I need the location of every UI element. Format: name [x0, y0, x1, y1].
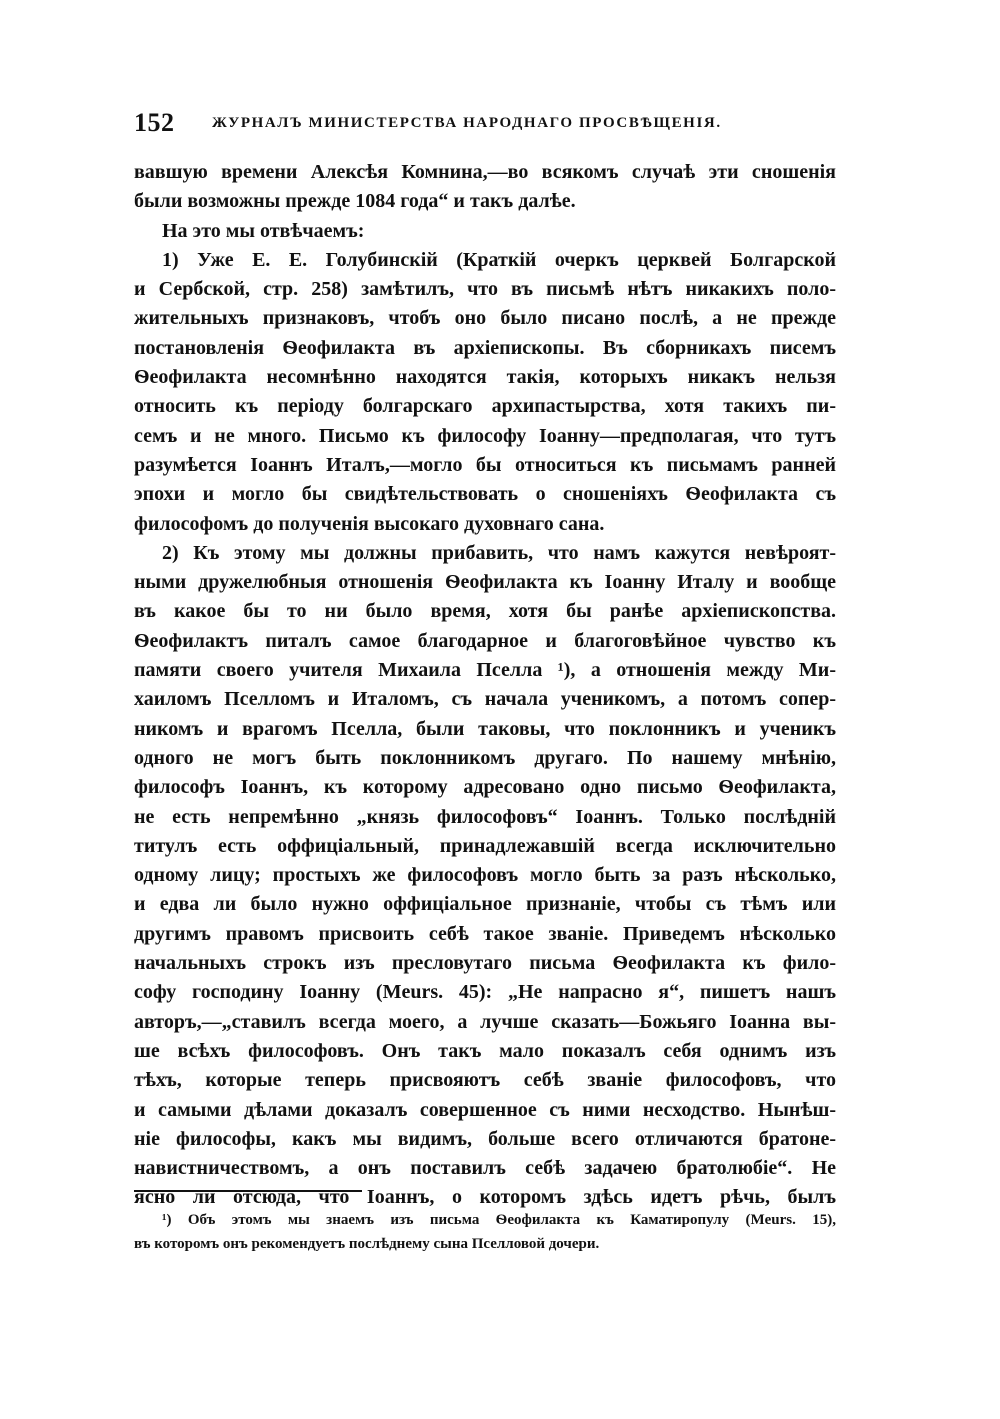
footnote — [134, 1208, 836, 1256]
running-title: ЖУРНАЛЪ МИНИСТЕРСТВА НАРОДНАГО ПРОСВѢЩЕНІЯ. — [212, 115, 722, 131]
text-line: эпохи и могло бы свидѣтельствовать о сношеніяхъ Ѳеофилакта съ — [134, 483, 836, 506]
body-text — [134, 158, 836, 1213]
footnote-line: ¹) Объ этомъ мы знаемъ изъ письма Ѳеофилакта къ Каматиропулу (Meurs. 15), — [162, 1212, 836, 1228]
text-line: и Сербской, стр. 258) замѣтилъ, что въ письмѣ нѣтъ никакихъ поло- — [134, 278, 836, 301]
text-line: постановленія Ѳеофилакта въ архіепископы. Въ сборникахъ писемъ — [134, 336, 836, 359]
text-line: На это мы отвѣчаемъ: — [162, 219, 365, 242]
text-line: навистничествомъ, а онъ поставилъ себѣ задачею братолюбіе“. Не — [134, 1157, 836, 1180]
text-line: тѣхъ, которые теперь присвояютъ себѣ званіе философовъ, что — [134, 1069, 836, 1092]
text-line: ными дружелюбныя отношенія Ѳеофилакта къ Іоанну Италу и вообще — [134, 571, 836, 594]
text-line: софу господину Іоанну (Meurs. 45): „Не напрасно я“, пишетъ нашъ — [134, 981, 836, 1004]
text-line: въ какое бы то ни было время, хотя бы ранѣе архіепископства. — [134, 600, 836, 623]
text-line: не есть непремѣнно „князь философовъ“ Іоаннъ. Только послѣдній — [134, 805, 836, 828]
text-line: и едва ли было нужно оффиціальное признаніе, чтобы съ тѣмъ или — [134, 893, 836, 916]
text-line: философомъ до полученія высокаго духовнаго сана. — [134, 512, 605, 535]
text-line: 1) Уже Е. Е. Голубинскій (Краткій очеркъ церквей Болгарской — [162, 248, 836, 271]
text-line: памяти своего учителя Михаила Пселла ¹), а отношенія между Ми- — [134, 659, 836, 682]
text-line: никомъ и врагомъ Пселла, были таковы, что поклонникъ и ученикъ — [134, 717, 836, 740]
text-line: начальныхъ строкъ изъ пресловутаго письма Ѳеофилакта къ фило- — [134, 952, 836, 975]
text-line: ніе философы, какъ мы видимъ, больше всего отличаются братоне- — [134, 1127, 836, 1150]
text-line: и самыми дѣлами доказалъ совершенное съ ними несходство. Нынѣш- — [134, 1098, 836, 1121]
text-line: относить къ періоду болгарскаго архипастырства, хотя такихъ пи- — [134, 395, 836, 418]
text-line: ше всѣхъ философовъ. Онъ такъ мало показалъ себя однимъ изъ — [134, 1039, 836, 1062]
text-line: были возможны прежде 1084 года“ и такъ далѣе. — [134, 190, 576, 213]
text-line: разумѣется Іоаннъ Италъ,—могло бы относиться къ письмамъ ранней — [134, 453, 836, 476]
text-line: ясно ли отсюда, что Іоаннъ, о которомъ здѣсь идетъ рѣчь, былъ — [134, 1186, 836, 1209]
text-line: Ѳеофилактъ питалъ самое благодарное и благоговѣйное чувство къ — [134, 629, 836, 652]
text-line: авторъ,—„ставилъ всегда моего, а лучше сказать—Божьяго Іоанна вы- — [134, 1010, 836, 1033]
footnote-line: въ которомъ онъ рекомендуетъ послѣднему сына Пселловой дочери. — [134, 1236, 600, 1252]
page-header — [134, 108, 854, 138]
footnote-divider — [134, 1190, 362, 1192]
text-line: 2) Къ этому мы должны прибавить, что намъ кажутся невѣроят- — [162, 541, 836, 564]
page-number: 152 — [134, 108, 175, 137]
text-line: философъ Іоаннъ, къ которому адресовано одно письмо Ѳеофилакта, — [134, 776, 836, 799]
text-line: другимъ правомъ присвоить себѣ такое званіе. Приведемъ нѣсколько — [134, 922, 836, 945]
text-line: Ѳеофилакта несомнѣнно находятся такія, которыхъ никакъ нельзя — [134, 366, 836, 389]
text-line: вавшую времени Алексѣя Комнина,—во всякомъ случаѣ эти сношенія — [134, 161, 836, 183]
text-line: семъ и не много. Письмо къ философу Іоанну—предполагая, что тутъ — [134, 424, 836, 447]
text-line: жительныхъ признаковъ, чтобъ оно было писано послѣ, а не прежде — [134, 307, 836, 330]
text-line: одному лицу; простыхъ же философовъ могло быть за разъ нѣсколько, — [134, 864, 836, 887]
text-line: титулъ есть оффиціальный, принадлежавшій всегда исключительно — [134, 834, 836, 857]
text-line: одного не могъ быть поклонникомъ другаго. По нашему мнѣнію, — [134, 746, 836, 769]
text-line: хаиломъ Пселломъ и Италомъ, съ начала ученикомъ, а потомъ сопер- — [134, 688, 836, 711]
